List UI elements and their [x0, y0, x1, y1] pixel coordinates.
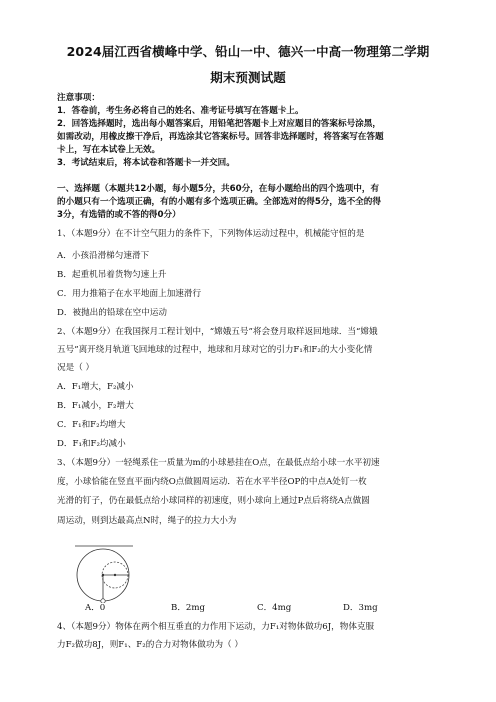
section-intro: 3分，有选错的或不答的得0分）	[57, 210, 181, 220]
point-o	[102, 574, 104, 576]
question-1-stem: 1、（本题9分）在不计空气阻力的条件下，下列物体运动过程中，机械能守恒的是	[57, 229, 365, 239]
question-2-option-b: B．F₁减小，F₂增大	[57, 401, 134, 411]
question-2-stem: 五号”离开绕月轨道飞回地球的过程中，地球和月球对它的引力F₁和F₂的大小变化情	[57, 345, 373, 355]
notes-item: 卡上，写在本试卷上无效。	[57, 145, 161, 155]
question-3-stem: 3、（本题9分）一轻绳系住一质量为m的小球悬挂在O点，在最低点给小球一水平初速	[57, 458, 380, 468]
title-line-2: 期末预测试题	[210, 70, 286, 85]
section-intro: 的小题只有一个选项正确，有的小题有多个选项正确。全部选对的得5分，选不全的得	[57, 197, 381, 207]
question-3-stem: 周运动，则到达最高点N时，绳子的拉力大小为	[57, 516, 237, 526]
question-4-stem: 力F₂做功8J，则F₁、F₂的合力对物体做功为（ ）	[57, 640, 243, 650]
question-1-option-b: B．起重机吊着货物匀速上升	[57, 270, 167, 280]
section-intro: 一、选择题（本题共12小题，每小题5分，共60分，在每小题给出的四个选项中，有	[57, 184, 380, 194]
question-3-stem: 度，小球恰能在竖直平面内绕O点做圆周运动．若在水平半径OP的中点A处钉一枚	[57, 477, 367, 487]
question-4-stem: 4、（本题9分）物体在两个相互垂直的力作用下运动，力F₁对物体做功6J，物体克服	[57, 622, 375, 632]
question-1-option-d: D．被抛出的铅球在空中运动	[57, 308, 168, 318]
question-3-option-b: B．2mg	[171, 603, 206, 613]
question-2-option-d: D．F₁和F₂均减小	[57, 439, 126, 449]
question-3-option-a: A．0	[85, 603, 106, 613]
notes-heading: 注意事项：	[57, 93, 100, 103]
question-2-option-a: A．F₁增大，F₂减小	[57, 382, 134, 392]
point-a	[114, 574, 116, 576]
question-3-option-d: D．3mg	[343, 603, 378, 613]
question-3-stem: 光滑的钉子，仍在最低点给小球同样的初速度，则小球向上通过P点后将绕A点做圆	[57, 496, 370, 506]
notes-item: 1．答卷前，考生务必将自己的姓名、准考证号填写在答题卡上。	[57, 106, 304, 116]
question-1-option-a: A．小孩沿滑梯匀速滑下	[57, 251, 150, 261]
question-2-stem: 况是（ ）	[57, 363, 95, 373]
title-line-1: 2024届江西省横峰中学、铅山一中、德兴一中高一物理第二学期	[66, 44, 430, 59]
question-2-option-c: C．F₁和F₂均增大	[57, 420, 126, 430]
notes-item: 2．回答选择题时，选出每小题答案后，用铅笔把答题卡上对应题目的答案标号涂黑，	[57, 119, 381, 129]
notes-item: 如需改动，用橡皮擦干净后，再选涂其它答案标号。回答非选择题时，将答案写在答题	[57, 132, 384, 142]
circle-diagram	[73, 543, 148, 603]
question-2-stem: 2、（本题9分）在我国探月工程计划中，“嫦娥五号”将会登月取样返回地球．当“嫦娥	[57, 327, 378, 337]
notes-item: 3．考试结束后，将本试卷和答题卡一并交回。	[57, 158, 235, 168]
question-3-option-c: C．4mg	[257, 603, 292, 613]
question-1-option-c: C．用力推箱子在水平地面上加速滑行	[57, 289, 202, 299]
